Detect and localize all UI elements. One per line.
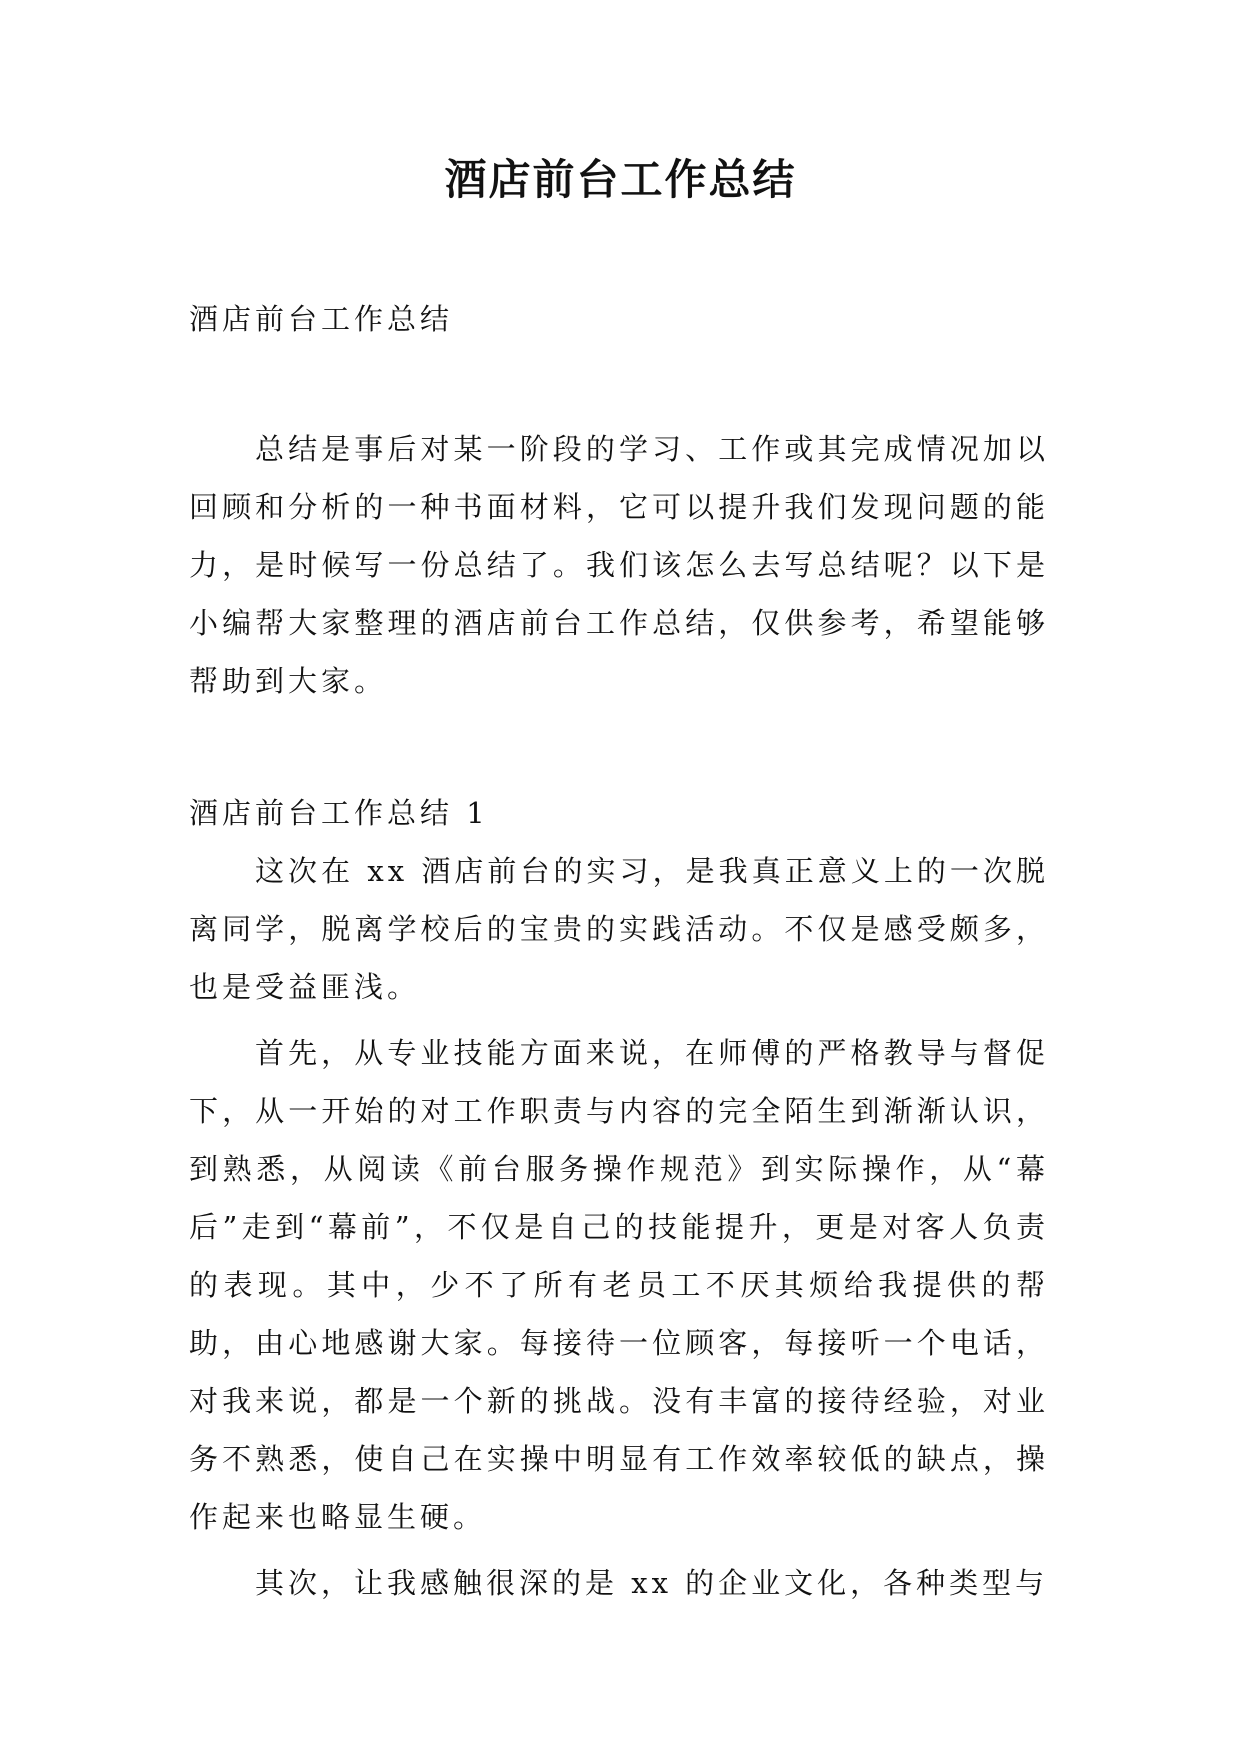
body-paragraph-3: 其次，让我感触很深的是 xx 的企业文化，各种类型与 (255, 1566, 1049, 1600)
document-subtitle: 酒店前台工作总结 (189, 302, 454, 336)
body-paragraph-2: 首先，从专业技能方面来说，在师傅的严格教导与督促下，从一开始的对工作职责与内容的完全陌生到渐渐认识，到熟悉，从阅读《前台服务操作规范》到实际操作，从“幕后”走到“幕前”，不仅是自己的技能提升，更是对客人负责的表现。其中，少不了所有老员工不厌其烦给我提供的帮助，由心地感谢大家。每接待一位顾客，每接听一个电话，对我来说，都是一个新的挑战。没有丰富的接待经验，对业务不熟悉，使自己在实操中明显有工作效率较低的缺点，操作起来也略显生硬。 (189, 1036, 1049, 1534)
intro-paragraph: 总结是事后对某一阶段的学习、工作或其完成情况加以回顾和分析的一种书面材料，它可以提升我们发现问题的能力，是时候写一份总结了。我们该怎么去写总结呢？以下是小编帮大家整理的酒店前台工作总结，仅供参考，希望能够帮助到大家。 (189, 432, 1049, 698)
body-paragraph-1: 这次在 xx 酒店前台的实习，是我真正意义上的一次脱离同学，脱离学校后的宝贵的实践活动。不仅是感受颇多，也是受益匪浅。 (189, 854, 1049, 1004)
document-title: 酒店前台工作总结 (444, 155, 797, 204)
section-heading: 酒店前台工作总结 1 (189, 796, 489, 830)
document-body (189, 290, 1049, 1612)
